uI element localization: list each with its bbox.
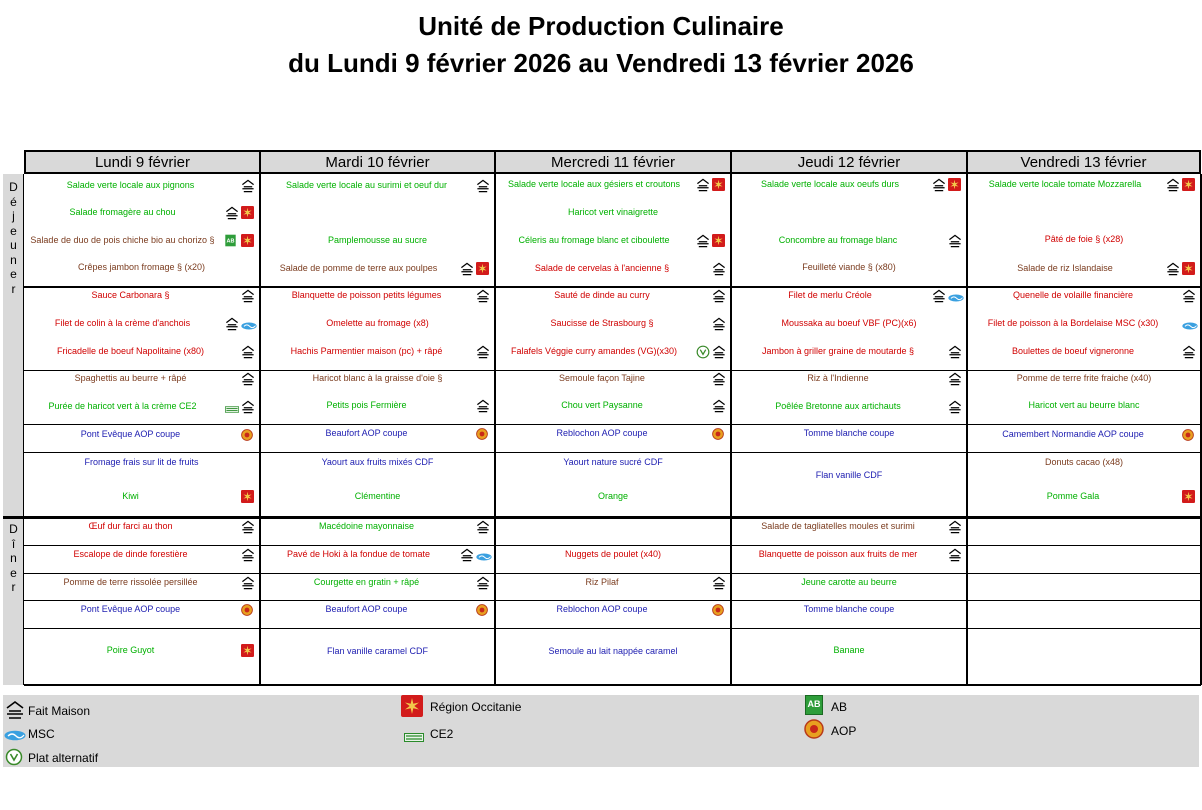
menu-item: Salade de riz Islandaise <box>1017 263 1113 273</box>
fait-maison-icon <box>932 178 946 197</box>
menu-item: Hachis Parmentier maison (pc) + râpé <box>290 346 443 356</box>
ce2-icon <box>404 729 424 747</box>
fait-maison-icon <box>241 372 255 391</box>
page-subtitle: du Lundi 9 février 2026 au Vendredi 13 février 2026 <box>288 48 914 78</box>
meal-label-letter: e <box>10 223 17 238</box>
menu-item: Courgette en gratin + râpé <box>313 577 420 587</box>
menu-item: Filet de merlu Créole <box>788 290 872 300</box>
menu-item: Moussaka au boeuf VBF (PC)(x6) <box>781 318 917 328</box>
meal-separator <box>3 516 1201 519</box>
day-header: Mardi 10 février <box>259 150 496 174</box>
menu-item: Sauce Carbonara § <box>91 290 170 300</box>
day-header: Vendredi 13 février <box>966 150 1201 174</box>
menu-item: Camembert Normandie AOP coupe <box>1002 429 1144 439</box>
svg-text:AB: AB <box>226 238 235 245</box>
day-header: Mercredi 11 février <box>494 150 732 174</box>
menu-item: Nuggets de poulet (x40) <box>564 549 662 559</box>
region-occitanie-icon <box>1182 178 1195 196</box>
grid-line <box>24 370 1201 371</box>
region-occitanie-icon <box>948 178 961 196</box>
fait-maison-icon <box>712 289 726 308</box>
day-header: Jeudi 12 février <box>730 150 968 174</box>
fait-maison-icon <box>948 345 962 364</box>
menu-item: Beaufort AOP coupe <box>325 604 408 614</box>
menu-item: Beaufort AOP coupe <box>325 428 408 438</box>
menu-item: Falafels Véggie curry amandes (VG)(x30) <box>510 346 678 356</box>
region-occitanie-icon <box>241 490 254 508</box>
region-occitanie-icon <box>712 178 725 196</box>
fait-maison-icon <box>1182 289 1196 308</box>
fait-maison-icon <box>241 345 255 364</box>
msc-icon <box>1182 317 1198 335</box>
fait-maison-icon <box>241 179 255 198</box>
meal-label-letter: î <box>11 536 16 551</box>
aop-icon <box>476 603 488 621</box>
fait-maison-icon <box>712 576 726 595</box>
fait-maison-icon <box>476 576 490 595</box>
fait-maison-icon <box>476 399 490 418</box>
menu-item: Salade fromagère au chou <box>69 207 176 217</box>
legend-label: AOP <box>831 724 857 738</box>
ab-icon <box>805 695 823 720</box>
menu-item: Jambon à griller graine de moutarde § <box>761 346 915 356</box>
menu-item: Poire Guyot <box>106 645 155 655</box>
menu-item: Saucisse de Strasbourg § <box>550 318 654 328</box>
fait-maison-icon <box>948 400 962 419</box>
menu-item: Salade verte locale aux gésiers et croutons <box>507 179 681 189</box>
svg-text:AB: AB <box>807 699 821 709</box>
ce2-icon <box>225 400 239 418</box>
menu-item: Concombre au fromage blanc <box>778 235 898 245</box>
meal-label-letter: D <box>9 180 18 194</box>
aop-icon <box>712 427 724 445</box>
legend-label: AB <box>831 700 848 714</box>
menu-item: Tomme blanche coupe <box>803 428 895 438</box>
aop-icon <box>241 603 253 621</box>
page-title: Unité de Production Culinaire <box>418 11 784 41</box>
msc-icon <box>241 317 257 335</box>
fait-maison-icon <box>241 289 255 308</box>
legend-label: Plat alternatif <box>28 751 99 765</box>
legend-label: Région Occitanie <box>430 700 522 714</box>
menu-item: Quenelle de volaille financière <box>1012 290 1134 300</box>
menu-item: Banane <box>833 645 865 655</box>
menu-item: Pâté de foie § (x28) <box>1044 234 1124 244</box>
meal-label-letter: é <box>10 194 17 209</box>
fait-maison-icon <box>712 399 726 418</box>
fait-maison-icon <box>476 289 490 308</box>
menu-item: Fromage frais sur lit de fruits <box>84 457 199 467</box>
meal-label-letter: u <box>10 238 17 252</box>
legend-label: Fait Maison <box>28 704 91 718</box>
grid-line <box>24 684 1201 686</box>
region-occitanie-icon <box>476 262 489 280</box>
menu-item: Sauté de dinde au curry <box>554 290 650 300</box>
menu-item: Escalope de dinde forestière <box>73 549 188 559</box>
menu-item: Crêpes jambon fromage § (x20) <box>77 262 206 272</box>
meal-label-dejeuner <box>3 180 24 296</box>
fait-maison-icon <box>696 234 710 253</box>
menu-item: Salade de duo de pois chiche bio au chorizo § <box>30 235 215 245</box>
menu-item: Pomme Gala <box>1046 491 1100 501</box>
meal-label-diner <box>3 522 24 595</box>
menu-item: Reblochon AOP coupe <box>556 428 648 438</box>
menu-item: Chou vert Paysanne <box>561 400 643 410</box>
fait-maison-icon <box>712 262 726 281</box>
menu-item: Flan vanille caramel CDF <box>326 646 429 656</box>
meal-label-letter: r <box>11 281 16 296</box>
region-occitanie-icon <box>1182 490 1195 508</box>
fait-maison-icon <box>460 548 474 567</box>
fait-maison-icon <box>225 206 239 225</box>
meal-label-letter: r <box>11 580 16 594</box>
region-occitanie-icon <box>241 234 254 252</box>
menu-item: Jeune carotte au beurre <box>801 577 897 587</box>
menu-item: Salade de tagliatelles moules et surimi <box>761 521 915 531</box>
menu-item: Filet de poisson à la Bordelaise MSC (x30) <box>987 318 1159 328</box>
day-header: Lundi 9 février <box>24 150 261 174</box>
menu-item: Semoule au lait nappée caramel <box>548 646 678 656</box>
legend-label: MSC <box>28 727 55 741</box>
msc-icon <box>948 289 964 307</box>
menu-item: Fricadelle de boeuf Napolitaine (x80) <box>56 346 205 356</box>
plat-alternatif-icon <box>5 748 23 771</box>
menu-item: Tomme blanche coupe <box>803 604 895 614</box>
fait-maison-icon <box>696 178 710 197</box>
menu-item: Petits pois Fermière <box>326 400 407 410</box>
region-occitanie-icon <box>241 644 254 662</box>
grid-line <box>24 286 1201 288</box>
fait-maison-icon <box>712 345 726 364</box>
menu-item: Orange <box>597 491 629 501</box>
aop-icon <box>241 428 253 446</box>
menu-item: Macédoine mayonnaise <box>318 521 415 531</box>
menu-item: Filet de colin à la crème d'anchois <box>54 318 191 328</box>
msc-icon <box>476 548 492 566</box>
ab-icon <box>225 234 236 252</box>
region-occitanie-icon <box>712 234 725 252</box>
fait-maison-icon <box>241 400 255 419</box>
menu-item: Pavé de Hoki à la fondue de tomate <box>286 549 431 559</box>
meal-label-letter: n <box>10 252 17 267</box>
fait-maison-icon <box>948 520 962 539</box>
grid-line <box>24 573 1201 574</box>
msc-icon <box>4 728 26 746</box>
fait-maison-icon <box>948 548 962 567</box>
menu-item: Salade de cervelas à l'ancienne § <box>534 263 670 273</box>
plat-alternatif-icon <box>696 345 710 364</box>
grid-line <box>24 600 1201 601</box>
menu-item: Salade verte locale tomate Mozzarella <box>988 179 1142 189</box>
menu-item: Pomme de terre frite fraiche (x40) <box>1016 373 1152 383</box>
fait-maison-icon <box>241 520 255 539</box>
fait-maison-icon <box>241 548 255 567</box>
menu-item: Yaourt aux fruits mixés CDF <box>321 457 434 467</box>
fait-maison-icon <box>712 372 726 391</box>
legend-label: CE2 <box>430 727 454 741</box>
menu-item: Feuilleté viande § (x80) <box>802 262 896 272</box>
aop-icon <box>476 427 488 445</box>
region-occitanie-icon <box>401 695 423 722</box>
menu-item: Spaghettis au beurre + râpé <box>74 373 187 383</box>
menu-item: Haricot vert vinaigrette <box>567 207 659 217</box>
menu-item: Blanquette de poisson petits légumes <box>291 290 442 300</box>
fait-maison-icon <box>476 520 490 539</box>
menu-item: Haricot vert au beurre blanc <box>1028 400 1140 410</box>
aop-icon <box>804 719 824 744</box>
fait-maison-icon <box>948 234 962 253</box>
menu-item: Céleris au fromage blanc et ciboulette <box>518 235 670 245</box>
menu-item: Pomme de terre rissolée persillée <box>63 577 198 587</box>
grid-line <box>24 424 1201 425</box>
fait-maison-icon <box>712 317 726 336</box>
menu-item: Kiwi <box>122 491 139 501</box>
fait-maison-icon <box>460 262 474 281</box>
menu-item: Donuts cacao (x48) <box>1044 457 1124 467</box>
menu-item: Boulettes de boeuf vigneronne <box>1011 346 1135 356</box>
menu-item: Salade verte locale au surimi et oeuf dur <box>285 180 448 190</box>
fait-maison-icon <box>932 289 946 308</box>
meal-label-letter: j <box>12 209 15 223</box>
fait-maison-icon <box>948 372 962 391</box>
aop-icon <box>1182 428 1194 446</box>
menu-item: Riz Pilaf <box>585 577 619 587</box>
fait-maison-icon <box>476 179 490 198</box>
fait-maison-icon <box>1182 345 1196 364</box>
menu-item: Blanquette de poisson aux fruits de mer <box>758 549 918 559</box>
grid-line <box>24 545 1201 546</box>
meal-label-letter: n <box>10 551 17 565</box>
fait-maison-icon <box>225 317 239 336</box>
legend <box>3 695 1199 767</box>
region-occitanie-icon <box>1182 262 1195 280</box>
menu-item: Omelette au fromage (x8) <box>326 318 429 328</box>
menu-item: Salade verte locale aux pignons <box>66 180 195 190</box>
menu-item: Salade verte locale aux oeufs durs <box>760 179 900 189</box>
meal-label-letter: D <box>9 522 18 536</box>
fait-maison-icon <box>5 700 25 725</box>
menu-item: Poêlée Bretonne aux artichauts <box>775 401 901 411</box>
menu-item: Flan vanille CDF <box>815 470 883 480</box>
meal-label-letter: e <box>10 565 17 580</box>
menu-item: Semoule façon Tajine <box>559 373 645 383</box>
menu-item: Clémentine <box>354 491 401 501</box>
menu-item: Reblochon AOP coupe <box>556 604 648 614</box>
fait-maison-icon <box>476 345 490 364</box>
menu-item: Salade de pomme de terre aux poulpes <box>279 263 438 273</box>
menu-item: Pamplemousse au sucre <box>327 235 428 245</box>
grid-line <box>24 452 1201 453</box>
fait-maison-icon <box>241 576 255 595</box>
menu-item: Yaourt nature sucré CDF <box>563 457 663 467</box>
fait-maison-icon <box>1166 262 1180 281</box>
region-occitanie-icon <box>241 206 254 224</box>
fait-maison-icon <box>1166 178 1180 197</box>
grid-line <box>24 628 1201 629</box>
menu-item: Haricot blanc à la graisse d'oie § <box>312 373 443 383</box>
menu-item: Pont Evêque AOP coupe <box>80 604 181 614</box>
menu-item: Œuf dur farci au thon <box>88 521 173 531</box>
aop-icon <box>712 603 724 621</box>
meal-label-letter: e <box>10 267 17 281</box>
menu-item: Purée de haricot vert à la crème CE2 <box>48 401 197 411</box>
menu-item: Pont Evêque AOP coupe <box>80 429 181 439</box>
menu-item: Riz à l'Indienne <box>807 373 869 383</box>
